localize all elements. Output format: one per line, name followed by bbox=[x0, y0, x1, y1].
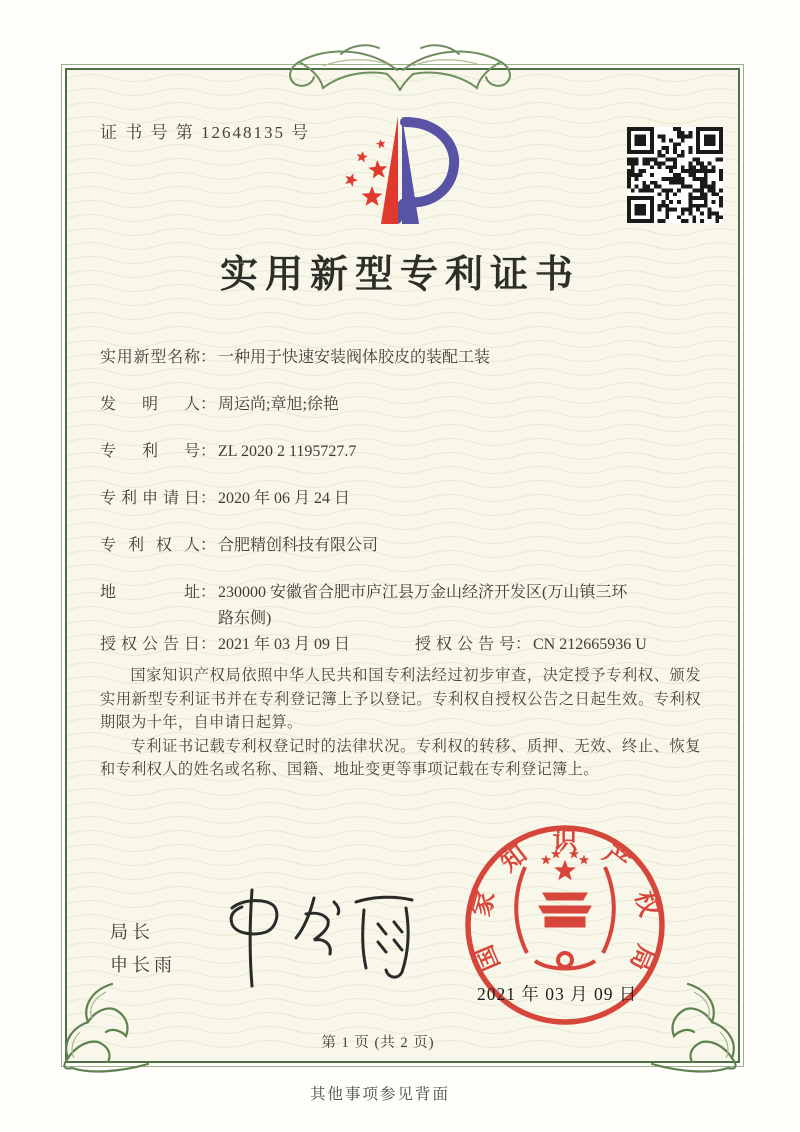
qr-code bbox=[627, 127, 723, 223]
field-label: 实用新型名称 bbox=[100, 349, 200, 366]
field-colon: ： bbox=[200, 584, 217, 601]
commissioner-title: 局长 bbox=[110, 922, 154, 942]
field-row-address bbox=[100, 580, 630, 632]
field-value: 2021 年 03 月 09 日 bbox=[218, 636, 351, 653]
field-label: 专利权人 bbox=[100, 537, 200, 554]
field-row-name bbox=[100, 345, 490, 371]
field-value: 合肥精创科技有限公司 bbox=[218, 537, 379, 554]
svg-text:识: 识 bbox=[552, 828, 578, 855]
field-row-patent-number bbox=[100, 439, 356, 465]
field-colon: ： bbox=[200, 636, 217, 653]
field-label: 专利号 bbox=[100, 443, 200, 460]
signature-handwriting bbox=[218, 884, 428, 994]
field-colon: ： bbox=[200, 349, 217, 366]
svg-text:家: 家 bbox=[468, 888, 501, 920]
svg-text:知: 知 bbox=[495, 840, 533, 878]
field-value: 一种用于快速安装阀体胶皮的装配工装 bbox=[218, 349, 491, 366]
field-label: 授权公告日 bbox=[100, 636, 200, 653]
field-value: CN 212665936 U bbox=[533, 636, 647, 653]
field-row-grant-number bbox=[415, 632, 647, 658]
field-colon: ： bbox=[515, 636, 532, 653]
national-emblem-icon bbox=[516, 850, 614, 969]
svg-text:局: 局 bbox=[624, 940, 660, 975]
back-side-note: 其他事项参见背面 bbox=[309, 1086, 450, 1103]
field-row-patentee bbox=[100, 533, 378, 559]
commissioner-name: 申长雨 bbox=[110, 955, 176, 975]
field-label: 地址 bbox=[100, 584, 200, 601]
field-colon: ： bbox=[200, 396, 217, 413]
top-flourish-ornament bbox=[283, 40, 517, 96]
field-label: 授权公告号 bbox=[415, 636, 515, 653]
legal-text-block bbox=[100, 664, 701, 782]
svg-text:国: 国 bbox=[470, 940, 506, 975]
field-value: ZL 2020 2 1195727.7 bbox=[218, 443, 357, 460]
bottom-left-flourish-ornament bbox=[50, 980, 154, 1076]
field-label: 专利申请日 bbox=[100, 490, 200, 507]
legal-paragraph: 专利证书记载专利权登记时的法律状况。专利权的转移、质押、无效、终止、恢复和专利权人的姓名或名称、国籍、地址变更等事项记载在专利登记簿上。 bbox=[100, 737, 701, 779]
page-number: 第 1 页 (共 2 页) bbox=[321, 1035, 435, 1051]
field-label: 发明人 bbox=[100, 396, 200, 413]
certificate-number: 证 书 号 第 12648135 号 bbox=[100, 123, 311, 142]
certificate-title: 实用新型专利证书 bbox=[219, 254, 580, 296]
field-colon: ： bbox=[200, 490, 217, 507]
field-value: 2020 年 06 月 24 日 bbox=[218, 490, 351, 507]
legal-paragraph: 国家知识产权局依照中华人民共和国专利法经过初步审查，决定授予专利权、颁发实用新型专利证书并在专利登记簿上予以登记。专利权自授权公告之日起生效。专利权期限为十年，自申请日起算。 bbox=[100, 667, 701, 732]
field-colon: ： bbox=[200, 537, 217, 554]
field-row-inventors bbox=[100, 392, 339, 418]
field-row-filing-date bbox=[100, 486, 350, 512]
seal-date: 2021 年 03 月 09 日 bbox=[477, 984, 638, 1004]
field-value: 230000 安徽省合肥市庐江县万金山经济开发区(万山镇三环路东侧) bbox=[218, 584, 628, 627]
svg-text:产: 产 bbox=[597, 840, 635, 878]
field-colon: ： bbox=[200, 443, 217, 460]
cnipa-logo-icon bbox=[325, 106, 475, 231]
svg-text:权: 权 bbox=[629, 888, 662, 920]
field-value: 周运尚;章旭;徐艳 bbox=[218, 396, 339, 413]
field-row-grant-date bbox=[100, 632, 350, 658]
